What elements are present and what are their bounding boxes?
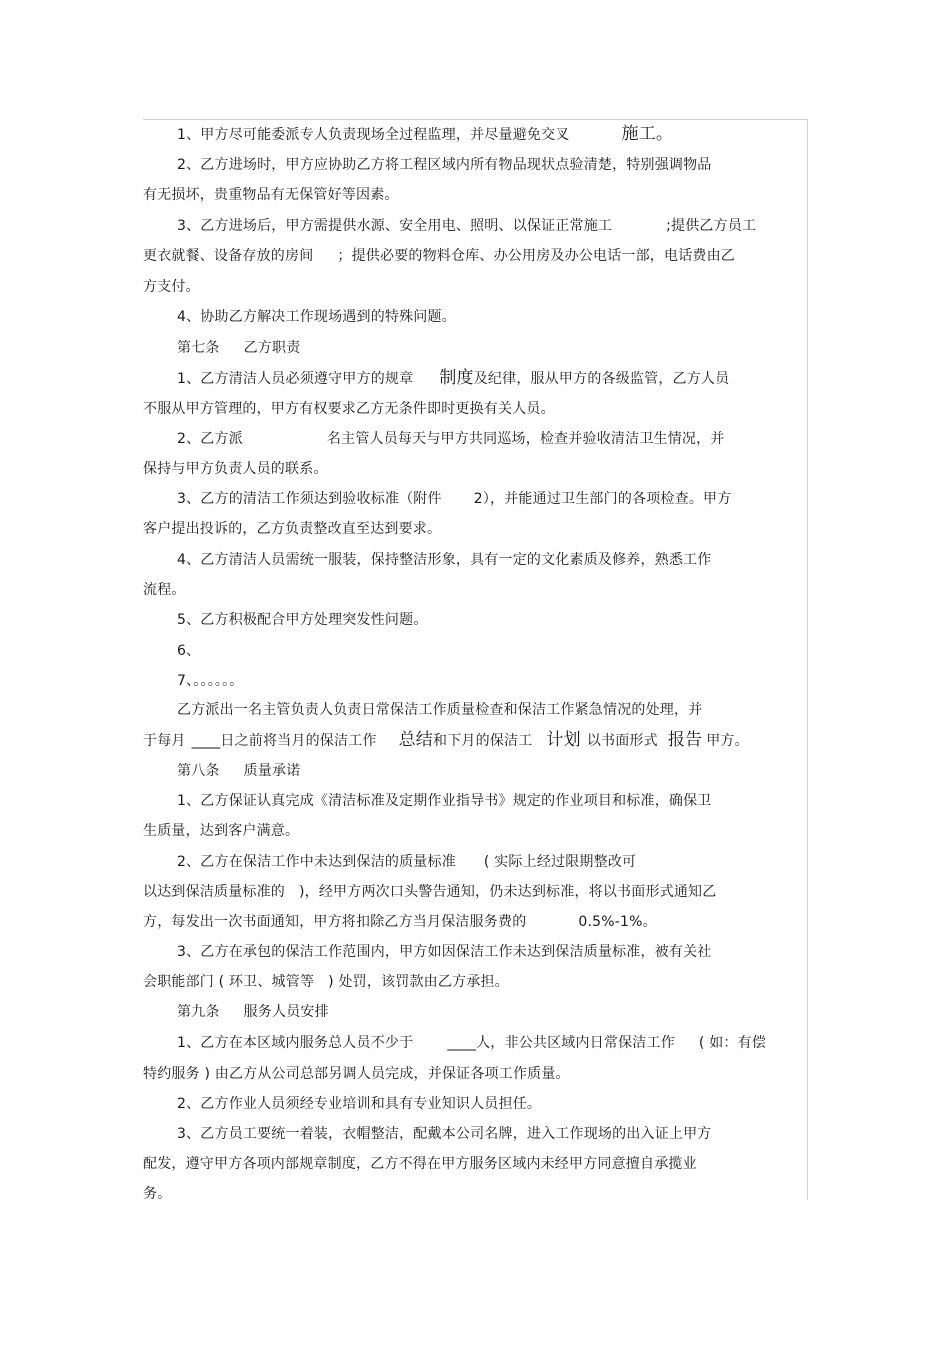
text-line: 7、。。。。。。 [177,673,244,689]
text-line: 1、乙方保证认真完成《清洁标准及定期作业指导书》规定的作业项目和标准，确保卫 [177,793,712,809]
text-line: 不服从甲方管理的，甲方有权要求乙方无条件即时更换有关人员。 [143,401,555,417]
right-border-line [807,119,808,1200]
text-line: 5、乙方积极配合甲方处理突发性问题。 [177,612,428,628]
text-line: 1、甲方尽可能委派专人负责现场全过程监理，并尽量避免交叉 施工。 [177,124,674,144]
text-line: 3、乙方在承包的保洁工作范围内，甲方如因保洁工作未达到保洁质量标准，被有关社 [177,944,712,960]
text-line: 生质量，达到客户满意。 [143,823,300,839]
text-line: 方支付。 [143,279,200,295]
text-line: 3、乙方员工要统一着装，衣帽整洁，配戴本公司名牌，进入工作现场的出入证上甲方 [177,1126,712,1142]
text-line: 方，每发出一次书面通知，甲方将扣除乙方当月保洁服务费的 0.5%-1%。 [143,914,657,930]
text-line: 客户提出投诉的，乙方负责整改直至达到要求。 [143,521,442,537]
article-heading: 第七条 乙方职责 [177,340,301,356]
text-line: 3、乙方的清洁工作须达到验收标准（附件 2），并能通过卫生部门的各项检查。甲方 [177,491,732,507]
article-heading: 第八条 质量承诺 [177,763,301,779]
text-line: 会职能部门 ( 环卫、城管等 ) 处罚，该罚款由乙方承担。 [143,974,509,990]
text-line: 乙方派出一名主管负责人负责日常保洁工作质量检查和保洁工作紧急情况的处理，并 [177,702,703,718]
text-line: 2、乙方在保洁工作中未达到保洁的质量标准 ( 实际上经过限期整改可 [177,854,637,870]
text-line: 1、乙方在本区域内服务总人员不少于 ____人，非公共区域内日常保洁工作 ( 如：有偿 [177,1035,767,1051]
text-line: 6、 [177,643,201,659]
text-line: 于每月 ____日之前将当月的保洁工作 总结和下月的保洁工 计划 以书面形式 报告 甲方。 [143,730,749,750]
text-line: 4、乙方清洁人员需统一服装，保持整洁形象，具有一定的文化素质及修养，熟悉工作 [177,552,712,568]
text-line: 配发，遵守甲方各项内部规章制度，乙方不得在甲方服务区域内未经甲方同意擅自承揽业 [143,1156,697,1172]
text-line: 有无损坏，贵重物品有无保管好等因素。 [143,187,399,203]
text-line: 2、乙方派 名主管人员每天与甲方共同巡场，检查并验收清洁卫生情况，并 [177,431,725,447]
text-line: 保持与甲方负责人员的联系。 [143,461,328,477]
text-line: 流程。 [143,582,186,598]
text-line: 特约服务 ) 由乙方从公司总部另调人员完成，并保证各项工作质量。 [143,1066,570,1082]
article-heading: 第九条 服务人员安排 [177,1004,329,1020]
text-line: 更衣就餐、设备存放的房间 ；提供必要的物料仓库、办公用房及办公电话一部，电话费由乙 [143,248,736,264]
text-line: 4、协助乙方解决工作现场遇到的特殊问题。 [177,309,456,325]
text-line: 2、乙方进场时，甲方应协助乙方将工程区域内所有物品现状点验清楚，特别强调物品 [177,157,712,173]
text-line: 以达到保洁质量标准的 )，经甲方两次口头警告通知，仍未达到标准，将以书面形式通知乙 [143,884,717,900]
text-line: 务。 [143,1186,172,1202]
text-line: 1、乙方清洁人员必须遵守甲方的规章 制度及纪律，服从甲方的各级监管，乙方人员 [177,368,730,388]
text-line: 3、乙方进场后，甲方需提供水源、安全用电、照明、以保证正常施工 ;提供乙方员工 [177,218,757,234]
text-line: 2、乙方作业人员须经专业培训和具有专业知识人员担任。 [177,1096,542,1112]
top-border-line [143,119,807,120]
